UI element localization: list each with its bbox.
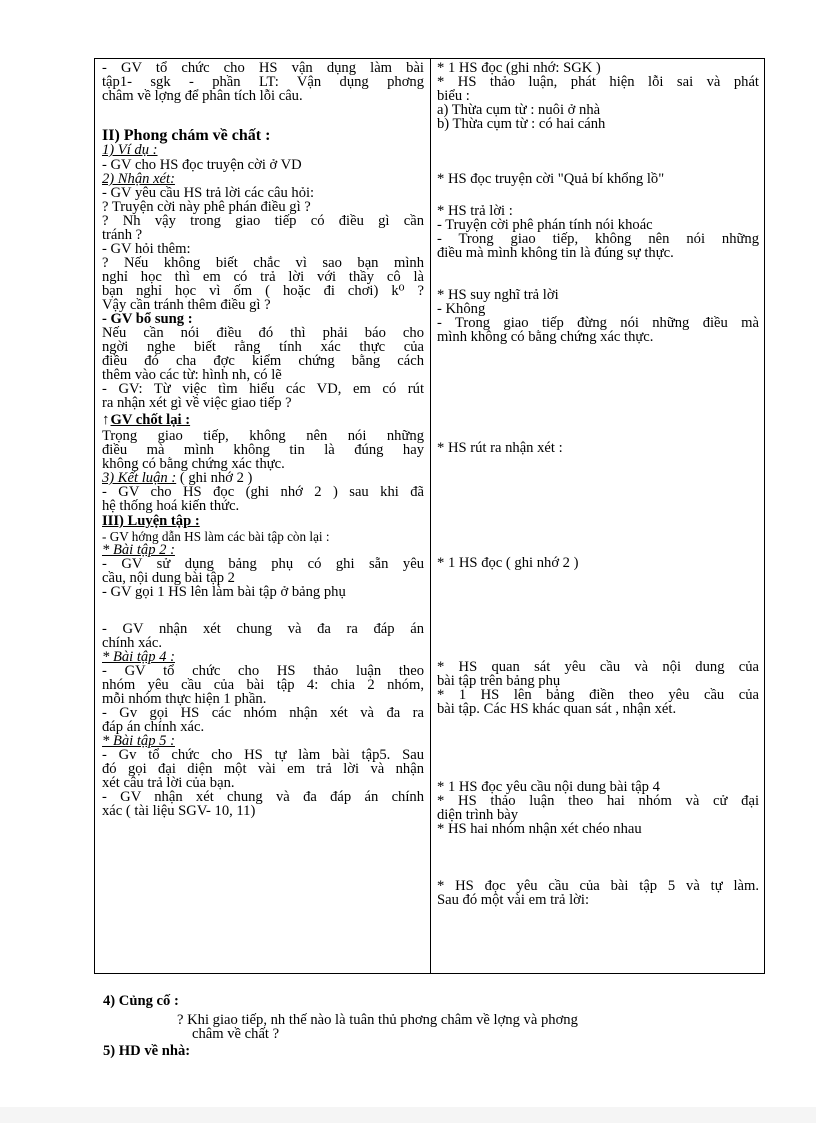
- teacher-line: ? Nh vậy trong giao tiếp có điều gì cần: [102, 213, 424, 229]
- cungco-heading: 4) Củng cố :: [103, 993, 179, 1009]
- student-line: [437, 557, 759, 571]
- student-text: * HS đọc truyện cời "Quả bí khổng lồ": [437, 171, 665, 187]
- teacher-line: Trọng giao tiếp, không nên nói những: [102, 428, 424, 444]
- teacher-text: thêm vào các từ: hình nh, có lẽ: [102, 367, 282, 383]
- teacher-line: - Gv gọi HS các nhóm nhận xét và đa ra: [102, 705, 424, 721]
- cungco-question-line-1: ? Khi giao tiếp, nh thế nào là tuân thủ phơng châm về lợng và phơng: [177, 1012, 578, 1028]
- student-text: * 1 HS đọc ( ghi nhớ 2 ): [437, 555, 579, 571]
- teacher-line: [102, 414, 424, 428]
- teacher-text: - GV gọi 1 HS lên làm bài tập ở bảng phụ: [102, 584, 346, 600]
- teacher-text: II) Phong chám về chất :: [102, 127, 271, 144]
- teacher-line: nhóm yêu cầu của bài tập 4: chia 2 nhóm,: [102, 677, 424, 693]
- student-text: * HS suy nghĩ trả lời: [437, 287, 559, 303]
- teacher-line: [102, 90, 424, 104]
- student-line: * HS đọc yêu cầu của bài tập 5 và tự làm.: [437, 878, 759, 894]
- teacher-text: Vậy cần tránh thêm điều gì ?: [102, 297, 271, 313]
- teacher-line: [102, 805, 424, 819]
- teacher-text: tránh ?: [102, 227, 143, 243]
- teacher-text: 1) Ví dụ :: [102, 142, 158, 158]
- teacher-text: * Bài tập 2 :: [102, 542, 175, 558]
- student-text: * 1 HS đọc yêu cầu nội dung bài tập 4: [437, 779, 660, 795]
- student-line: - Trong giao tiếp đừng nói những điều mà: [437, 315, 759, 331]
- teacher-text: III) Luyện tập :: [102, 513, 200, 529]
- student-line: [437, 823, 759, 837]
- lesson-table: [94, 58, 765, 974]
- teacher-text: chính xác.: [102, 635, 162, 651]
- teacher-line: đó gọi đại diện một vài em trả lời và nhận: [102, 761, 424, 777]
- teacher-line: ngời nghe biết rằng tính xác thực của: [102, 339, 424, 355]
- teacher-text: xác ( tài liệu SGV- 10, 11): [102, 803, 256, 819]
- teacher-text: - GV bổ sung :: [102, 311, 193, 327]
- teacher-line: [102, 144, 424, 158]
- teacher-text: hệ thống hoá kiến thức.: [102, 498, 240, 514]
- student-text: bài tập. Các HS khác quan sát , nhận xét.: [437, 701, 677, 717]
- cungco-question-line-2: châm về chất ?: [192, 1026, 280, 1042]
- teacher-line: - GV tổ chức cho HS vận dụng làm bài: [102, 60, 424, 76]
- teacher-line: Nếu cần nói điều đó thì phải báo cho: [102, 325, 424, 341]
- teacher-text: 3) Kết luận :: [102, 470, 177, 486]
- teacher-line: - GV: Từ việc tìm hiểu các VD, em có rút: [102, 381, 424, 397]
- teacher-line: - GV sử dụng bảng phụ có ghi sẵn yêu: [102, 556, 424, 572]
- student-line: * HS quan sát yêu cầu và nội dung của: [437, 659, 759, 675]
- student-line: [437, 173, 759, 187]
- student-line: * HS thảo luận, phát hiện lỗi sai và phát: [437, 74, 759, 90]
- student-line: [437, 118, 759, 132]
- student-text: a) Thừa cụm từ : nuôi ở nhà: [437, 102, 601, 118]
- teacher-line: [102, 586, 424, 600]
- teacher-line: tập1- sgk - phần LT: Vận dụng phơng: [102, 74, 424, 90]
- student-text: diện trình bày: [437, 807, 519, 823]
- student-line: [437, 894, 759, 908]
- column-divider: [430, 59, 431, 973]
- teacher-line: bạn nghỉ học vì ốm ( hoặc đi chơi) k⁰ ?: [102, 283, 424, 299]
- teacher-text: * Bài tập 4 :: [102, 649, 175, 665]
- teacher-text: - GV yêu cầu HS trả lời các câu hỏi:: [102, 185, 315, 201]
- teacher-text: xét câu trả lời của bạn.: [102, 775, 235, 791]
- student-line: [437, 247, 759, 261]
- student-line: [437, 331, 759, 345]
- teacher-line: điều mà mình không tin là đúng hay: [102, 442, 424, 458]
- teacher-text: 2) Nhận xét:: [102, 171, 175, 187]
- student-line: - Trong giao tiếp, không nên nói những: [437, 231, 759, 247]
- teacher-line: điều đó cha đợc kiểm chứng bằng cách: [102, 353, 424, 369]
- teacher-text: ? Truyện cời này phê phán điều gì ?: [102, 199, 311, 215]
- student-text: Sau đó một vài em trả lời:: [437, 892, 590, 908]
- student-line: * HS thảo luận theo hai nhóm và cử đại: [437, 793, 759, 809]
- teacher-text: không có bằng chứng xác thực.: [102, 456, 285, 472]
- teacher-line: - GV cho HS đọc (ghi nhớ 2 ) sau khi đã: [102, 484, 424, 500]
- student-text: mình không có bằng chứng xác thực.: [437, 329, 654, 345]
- teacher-line: - GV tổ chức cho HS thảo luận theo: [102, 663, 424, 679]
- student-text: bài tập trên bảng phụ: [437, 673, 561, 689]
- teacher-line: - GV nhận xét chung và đa đáp án chính: [102, 789, 424, 805]
- up-arrow-icon: ↑: [102, 412, 110, 428]
- teacher-line: [102, 500, 424, 514]
- teacher-text: - GV hớng dẫn HS làm các bài tập còn lại :: [102, 529, 330, 544]
- teacher-line: [102, 515, 424, 529]
- student-text: * 1 HS đọc (ghi nhớ: SGK ): [437, 60, 601, 76]
- teacher-text: mỗi nhóm thực hiện 1 phần.: [102, 691, 267, 707]
- student-line: [437, 289, 759, 303]
- teacher-text: - GV hỏi thêm:: [102, 241, 191, 257]
- teacher-suffix: ( ghi nhớ 2 ): [176, 470, 253, 486]
- teacher-line: - GV nhận xét chung và đa ra đáp án: [102, 621, 424, 637]
- student-line: [437, 703, 759, 717]
- teacher-line: nghỉ học thì em có trả lời với thầy cô là: [102, 269, 424, 285]
- teacher-line: [102, 397, 424, 411]
- student-text: biểu :: [437, 88, 470, 104]
- student-line: * 1 HS lên bảng điền theo yêu cầu của: [437, 687, 759, 703]
- student-text: b) Thừa cụm từ : có hai cánh: [437, 116, 606, 132]
- teacher-text: ra nhận xét gì về việc giao tiếp ?: [102, 395, 292, 411]
- teacher-text: - GV cho HS đọc truyện cời ở VD: [102, 157, 302, 173]
- teacher-text: đáp án chính xác.: [102, 719, 205, 735]
- student-text: * HS trả lời :: [437, 203, 513, 219]
- student-text: điều mà mình không tin là đúng sự thực.: [437, 245, 674, 261]
- page-bottom-band: [0, 1107, 816, 1123]
- teacher-text: GV chốt lại :: [110, 412, 191, 428]
- teacher-text: cầu, nội dung bài tập 2: [102, 570, 235, 586]
- student-line: [437, 442, 759, 456]
- student-text: * HS rút ra nhận xét :: [437, 440, 563, 456]
- teacher-text: * Bài tập 5 :: [102, 733, 175, 749]
- student-text: * HS hai nhóm nhận xét chéo nhau: [437, 821, 642, 837]
- student-text: - Không: [437, 301, 486, 317]
- student-text: - Truyện cời phê phán tính nói khoác: [437, 217, 653, 233]
- homework-heading: 5) HD về nhà:: [103, 1043, 191, 1059]
- teacher-text: châm về lợng để phân tích lỗi câu.: [102, 88, 303, 104]
- teacher-line: - Gv tổ chức cho HS tự làm bài tập5. Sau: [102, 747, 424, 763]
- teacher-line: ? Nếu không biết chắc vì sao bạn mình: [102, 255, 424, 271]
